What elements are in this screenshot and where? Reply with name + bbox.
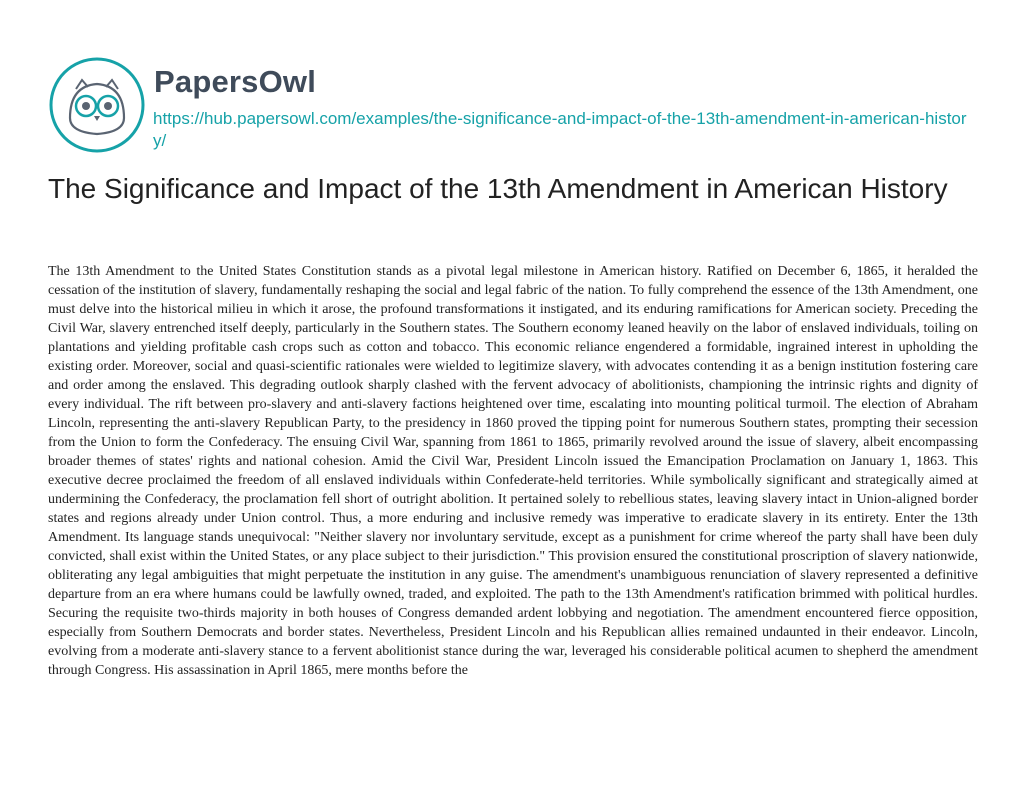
page-title: The Significance and Impact of the 13th Amendment in American History [48, 173, 948, 204]
owl-icon [48, 56, 146, 154]
article-body: The 13th Amendment to the United States Constitution stands as a pivotal legal milestone in American history. Ratified on December 6, 1865, it heralded the cessation of the institution of slavery, fundamentally reshaping the social and legal fabric of the nation. To fully comprehend the essence of the 13th Amendment, one must delve into the historical milieu in which it arose, the profound transformations it instigated, and its enduring ramifications for American society. Preceding the Civil War, slavery entrenched itself deeply, particularly in the Southern states. The Southern economy leaned heavily on the labor of enslaved individuals, toiling on plantations and yielding profitable cash crops such as cotton and tobacco. This economic reliance engendered a formidable, ingrained interest in upholding the existing order. Moreover, social and quasi-scientific rationales were wielded to legitimize slavery, with advocates contending it as a benign institution fostering care and order among the enslaved. This degrading outlook sharply clashed with the fervent advocacy of abolitionists, championing the intrinsic rights and dignity of every individual. The rift between pro-slavery and anti-slavery factions heightened over time, escalating into mounting political turmoil. The election of Abraham Lincoln, representing the anti-slavery Republican Party, to the presidency in 1860 proved the tipping point for numerous Southern states, prompting their secession from the Union to form the Confederacy. The ensuing Civil War, spanning from 1861 to 1865, primarily revolved around the issue of slavery, albeit encompassing broader themes of states' rights and national cohesion. Amid the Civil War, President Lincoln issued the Emancipation Proclamation on January 1, 1863. This executive decree proclaimed the freedom of all enslaved individuals within Confederate-held territories. While symbolically significant and strategically aimed at undermining the Confederacy, the proclamation fell short of outright abolition. It pertained solely to rebellious states, leaving slavery intact in Union-aligned border states and regions already under Union control. Thus, a more enduring and inclusive remedy was imperative to eradicate slavery in its entirety. Enter the 13th Amendment. Its language stands unequivocal: "Neither slavery nor involuntary servitude, except as a punishment for crime whereof the party shall have been duly convicted, shall exist within the United States, or any place subject to their jurisdiction." This provision ensured the constitutional proscription of slavery nationwide, obliterating any legal ambiguities that might perpetuate the institution in any guise. The amendment's unambiguous renunciation of slavery represented a definitive departure from an era where humans could be lawfully owned, traded, and exploited. The path to the 13th Amendment's ratification brimmed with political hurdles. Securing the requisite two-thirds majority in both houses of Congress demanded ardent lobbying and negotiation. The amendment encountered fierce opposition, especially from Southern Democrats and border states. Nevertheless, President Lincoln and his Republican allies remained undaunted in their endeavor. Lincoln, evolving from a moderate anti-slavery stance to a fervent abolitionist stance during the war, leveraged his considerable political acumen to shepherd the amendment through Congress. His assassination in April 1865, mere months before the [48, 264, 978, 678]
document-header [48, 56, 978, 156]
source-url-link[interactable]: https://hub.papersowl.com/examples/the-significance-and-impact-of-the-13th-amendment-in-american-history/ [153, 109, 967, 150]
brand-name: PapersOwl [154, 64, 317, 99]
